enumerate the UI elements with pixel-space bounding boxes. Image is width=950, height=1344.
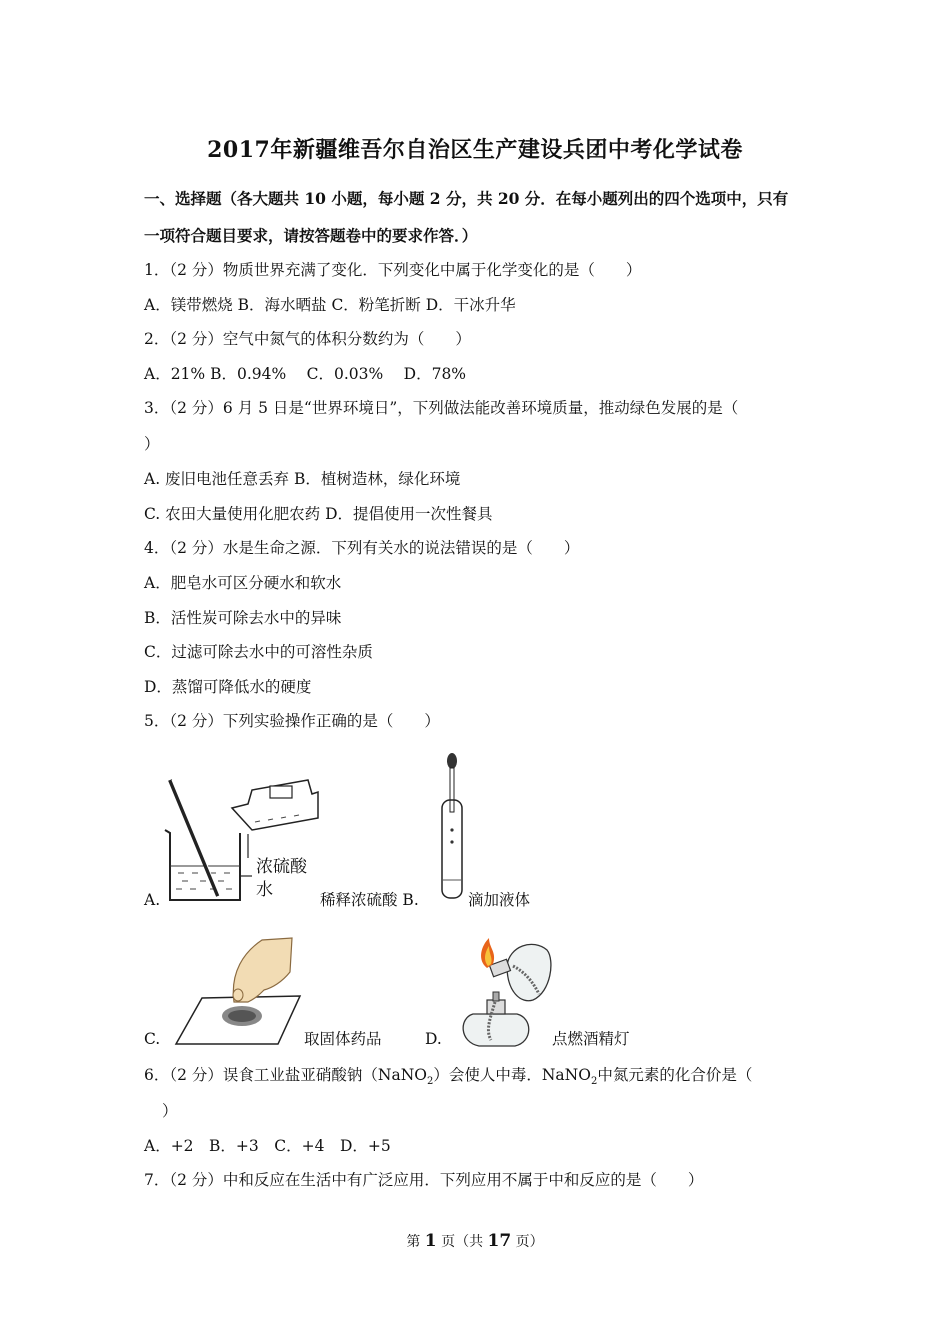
dropper-figure bbox=[432, 752, 472, 902]
question-4-stem: 4．（2 分）水是生命之源．下列有关水的说法错误的是（ ） bbox=[144, 539, 580, 557]
solid-reagent-figure bbox=[172, 932, 312, 1052]
question-3-options-cd: C. 农田大量使用化肥农药 D．提倡使用一次性餐具 bbox=[144, 505, 493, 523]
question-3-stem-line1: 3．（2 分）6 月 5 日是“世界环境日”，下列做法能改善环境质量，推动绿色发展的是（ bbox=[144, 399, 739, 417]
question-3-stem-line2: ） bbox=[144, 435, 160, 453]
question-4-option-b: B．活性炭可除去水中的异味 bbox=[144, 609, 342, 627]
option-d-letter: D. bbox=[425, 1030, 442, 1048]
option-c-letter: C. bbox=[144, 1030, 161, 1048]
page-footer: 第 1 页（共 17 页） bbox=[406, 1231, 544, 1251]
question-4-option-a: A．肥皂水可区分硬水和软水 bbox=[144, 574, 342, 592]
option-a-text: 稀释浓硫酸 B. bbox=[320, 891, 419, 909]
question-3-options-ab: A. 废旧电池任意丢弃 B．植树造林，绿化环境 bbox=[144, 470, 461, 488]
page-number: 1 bbox=[424, 1231, 437, 1251]
option-d-text: 点燃酒精灯 bbox=[552, 1030, 630, 1048]
label-water: 水 bbox=[256, 880, 273, 900]
label-concentrated-acid: 浓硫酸 bbox=[256, 857, 307, 877]
alcohol-lamp-figure bbox=[455, 936, 555, 1054]
question-2-options: A．21% B．0.94% C．0.03% D．78% bbox=[144, 365, 467, 383]
page-total: 17 bbox=[487, 1231, 512, 1251]
question-6-options: A．+2 B．+3 C．+4 D．+5 bbox=[144, 1137, 391, 1155]
question-5-stem: 5．（2 分）下列实验操作正确的是（ ） bbox=[144, 712, 440, 730]
option-a-letter: A. bbox=[144, 891, 161, 909]
question-4-option-c: C．过滤可除去水中的可溶性杂质 bbox=[144, 643, 373, 661]
section-heading-line1: 一、选择题（各大题共 10 小题，每小题 2 分，共 20 分．在每小题列出的四个选项中，只有 bbox=[144, 189, 789, 208]
question-4-option-d: D．蒸馏可降低水的硬度 bbox=[144, 678, 312, 696]
question-2-stem: 2．（2 分）空气中氮气的体积分数约为（ ） bbox=[144, 330, 471, 348]
question-6-stem-line1: 6．（2 分）误食工业盐亚硝酸钠（NaNO$_2$）会使人中毒．NaNO$_2$中氮元素的化合价是（ bbox=[144, 1066, 753, 1088]
section-heading-line2: 一项符合题目要求，请按答题卷中的要求作答．） bbox=[144, 226, 478, 245]
dilute-acid-figure bbox=[160, 778, 320, 908]
option-c-text: 取固体药品 bbox=[304, 1030, 382, 1048]
question-1-options: A．镁带燃烧 B．海水晒盐 C．粉笔折断 D．干冰升华 bbox=[144, 296, 516, 314]
page-title: 2017年新疆维吾尔自治区生产建设兵团中考化学试卷 bbox=[207, 137, 743, 163]
option-b-text: 滴加液体 bbox=[468, 891, 531, 909]
question-7-stem: 7．（2 分）中和反应在生活中有广泛应用．下列应用不属于中和反应的是（ ） bbox=[144, 1171, 704, 1189]
question-6-stem-line2: ） bbox=[162, 1102, 178, 1120]
question-1-stem: 1．（2 分）物质世界充满了变化．下列变化中属于化学变化的是（ ） bbox=[144, 261, 642, 279]
